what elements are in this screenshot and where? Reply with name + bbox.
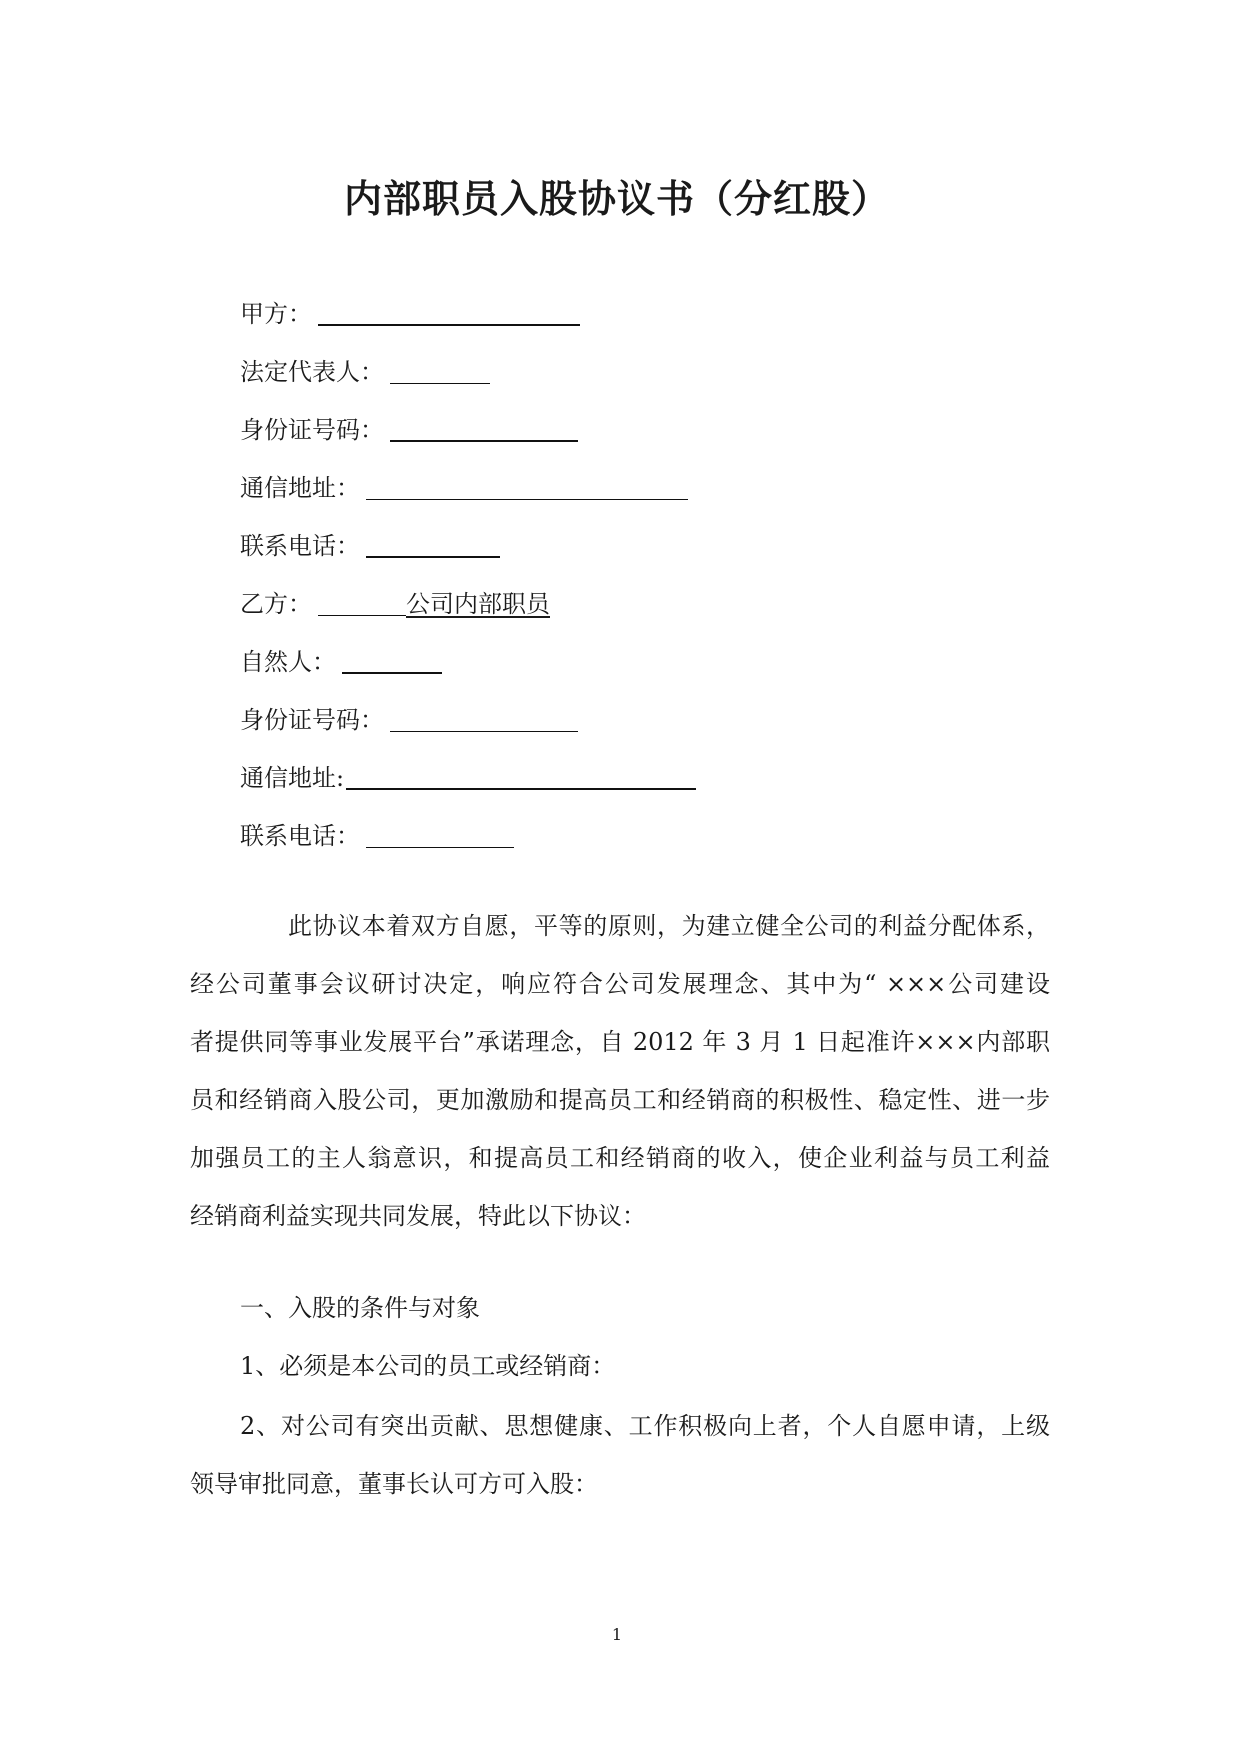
item-2-paragraph: [190, 1397, 1050, 1513]
party-b-address-label: 通信地址:: [240, 764, 345, 792]
intro-line: 员和经销商入股公司，更加激励和提高员工和经销商的积极性、稳定性、进一步: [190, 1086, 1050, 1114]
page-number: 1: [611, 1625, 623, 1644]
party-a-address-label: 通信地址：: [240, 474, 360, 502]
party-a-blank[interactable]: [318, 302, 580, 326]
party-a-address-field: [240, 472, 688, 504]
intro-line: 经公司董事会议研讨决定，响应符合公司发展理念、其中为“ ×××公司建设: [190, 970, 1050, 998]
party-b-phone-blank[interactable]: [366, 825, 514, 848]
party-a-phone-field: [240, 530, 500, 562]
party-b-label: 乙方：: [240, 590, 312, 618]
intro-line: 经销商利益实现共同发展，特此以下协议：: [190, 1202, 646, 1230]
legal-rep-label: 法定代表人：: [240, 358, 384, 386]
party-b-blank[interactable]: [318, 593, 406, 616]
item-1: 1、必须是本公司的员工或经销商：: [240, 1352, 616, 1380]
party-a-phone-blank[interactable]: [366, 534, 500, 558]
item-2-line: 2、对公司有突出贡献、思想健康、工作积极向上者，个人自愿申请，上级: [240, 1412, 1050, 1440]
party-b-phone-label: 联系电话：: [240, 822, 360, 850]
party-b-address-field: [240, 762, 696, 794]
natural-person-blank[interactable]: [342, 650, 442, 674]
party-a-label: 甲方：: [240, 300, 312, 328]
natural-person-field: [240, 646, 442, 678]
legal-rep-blank[interactable]: [390, 361, 490, 384]
intro-line: 此协议本着双方自愿，平等的原则，为建立健全公司的利益分配体系，: [288, 912, 1050, 940]
party-a-id-field: [240, 414, 578, 446]
item-2-line: 领导审批同意，董事长认可方可入股：: [190, 1470, 598, 1498]
party-a-field: [240, 298, 580, 330]
document-title: 内部职员入股协议书（分红股）: [343, 177, 890, 221]
party-a-phone-label: 联系电话：: [240, 532, 360, 560]
section-1-heading: 一、入股的条件与对象: [240, 1294, 480, 1322]
party-b-id-blank[interactable]: [390, 709, 578, 732]
natural-person-label: 自然人：: [240, 648, 336, 676]
intro-paragraph: [190, 897, 1050, 1245]
party-a-id-blank[interactable]: [390, 418, 578, 442]
party-a-id-label: 身份证号码：: [240, 416, 384, 444]
party-b-id-label: 身份证号码：: [240, 706, 384, 734]
legal-rep-field: [240, 356, 490, 388]
party-b-phone-field: [240, 820, 514, 852]
party-b-id-field: [240, 704, 578, 736]
intro-line: 加强员工的主人翁意识，和提高员工和经销商的收入，使企业利益与员工利益: [190, 1144, 1050, 1172]
party-a-address-blank[interactable]: [366, 477, 688, 500]
party-b-address-blank[interactable]: [346, 766, 696, 790]
party-b-value: 公司内部职员: [406, 590, 550, 618]
intro-line: 者提供同等事业发展平台”承诺理念，自 2012 年 3 月 1 日起准许×××内部职: [190, 1028, 1050, 1056]
party-b-field: [240, 588, 550, 620]
